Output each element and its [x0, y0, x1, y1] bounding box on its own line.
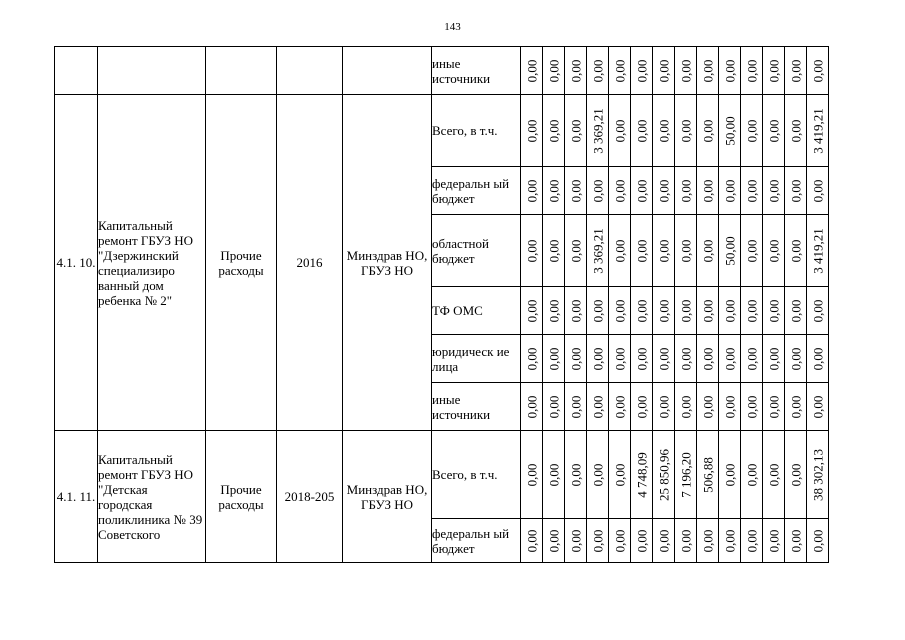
value-text: 0,00: [678, 395, 693, 418]
value-text: 0,00: [546, 529, 561, 552]
value-text: 0,00: [810, 179, 825, 202]
value-cell: [587, 287, 609, 335]
value-cell: [675, 287, 697, 335]
value-cell: [763, 335, 785, 383]
value-text: 0,00: [766, 463, 781, 486]
source-cell: ТФ ОМС: [432, 287, 521, 335]
value-text: 0,00: [744, 239, 759, 262]
budget-table: [54, 46, 829, 563]
source-cell: федеральн ый бюджет: [432, 167, 521, 215]
value-text: 0,00: [656, 179, 671, 202]
value-cell: [719, 383, 741, 431]
value-text: 0,00: [612, 463, 627, 486]
value-text: 0,00: [656, 299, 671, 322]
value-text: 0,00: [810, 347, 825, 370]
value-cell: [785, 167, 807, 215]
value-cell: [587, 47, 609, 95]
value-text: 0,00: [722, 59, 737, 82]
value-cell: [653, 47, 675, 95]
value-cell: [565, 383, 587, 431]
value-text: 0,00: [766, 529, 781, 552]
value-text: 4 748,09: [634, 451, 649, 498]
value-cell: [785, 47, 807, 95]
value-cell: [785, 215, 807, 287]
value-text: 0,00: [546, 179, 561, 202]
value-text: 0,00: [744, 463, 759, 486]
value-cell: [807, 47, 829, 95]
value-text: 0,00: [678, 299, 693, 322]
value-text: 0,00: [590, 529, 605, 552]
value-text: 0,00: [546, 239, 561, 262]
value-text: 0,00: [722, 179, 737, 202]
value-cell: [763, 167, 785, 215]
value-cell: [697, 431, 719, 519]
value-text: 0,00: [568, 59, 583, 82]
value-cell: [719, 519, 741, 563]
value-text: 0,00: [524, 463, 539, 486]
value-cell: [609, 519, 631, 563]
value-text: 0,00: [546, 299, 561, 322]
value-cell: [587, 95, 609, 167]
item-name: Капитальный ремонт ГБУЗ НО "Дзержинский специализиро ванный дом ребенка № 2": [98, 95, 206, 431]
value-cell: [741, 519, 763, 563]
value-text: 0,00: [590, 59, 605, 82]
value-text: 0,00: [568, 239, 583, 262]
value-cell: [719, 215, 741, 287]
value-cell: [521, 215, 543, 287]
value-text: 0,00: [568, 463, 583, 486]
value-text: 0,00: [634, 119, 649, 142]
value-text: 0,00: [568, 119, 583, 142]
value-text: 0,00: [524, 59, 539, 82]
value-cell: [807, 431, 829, 519]
empty-cell: [343, 47, 432, 95]
item-number: 4.1. 11.: [55, 431, 98, 563]
value-cell: [785, 431, 807, 519]
value-text: 0,00: [744, 529, 759, 552]
value-text: 0,00: [590, 299, 605, 322]
item-year: 2016: [277, 95, 343, 431]
value-cell: [675, 335, 697, 383]
value-text: 0,00: [766, 239, 781, 262]
value-cell: [697, 95, 719, 167]
value-cell: [543, 287, 565, 335]
value-cell: [565, 335, 587, 383]
value-cell: [697, 167, 719, 215]
value-text: 0,00: [524, 119, 539, 142]
value-cell: [565, 95, 587, 167]
item-executor: Минздрав НО, ГБУЗ НО: [343, 431, 432, 563]
value-cell: [609, 47, 631, 95]
value-cell: [719, 167, 741, 215]
value-text: 0,00: [788, 463, 803, 486]
value-cell: [741, 431, 763, 519]
value-text: 0,00: [634, 299, 649, 322]
value-cell: [719, 431, 741, 519]
value-cell: [741, 215, 763, 287]
item-executor: Минздрав НО, ГБУЗ НО: [343, 95, 432, 431]
value-cell: [785, 335, 807, 383]
page-number: 143: [444, 21, 461, 33]
value-cell: [741, 287, 763, 335]
value-text: 0,00: [656, 239, 671, 262]
value-text: 0,00: [810, 59, 825, 82]
value-cell: [587, 383, 609, 431]
value-text: 3 419,21: [810, 227, 825, 274]
value-text: 3 369,21: [590, 227, 605, 274]
value-cell: [609, 431, 631, 519]
value-cell: [521, 287, 543, 335]
value-text: 0,00: [700, 347, 715, 370]
value-cell: [587, 519, 609, 563]
value-cell: [521, 519, 543, 563]
value-cell: [565, 519, 587, 563]
value-cell: [807, 167, 829, 215]
value-text: 0,00: [524, 529, 539, 552]
value-text: 0,00: [678, 529, 693, 552]
value-text: 0,00: [612, 529, 627, 552]
value-cell: [675, 519, 697, 563]
value-text: 0,00: [612, 347, 627, 370]
value-text: 0,00: [546, 59, 561, 82]
value-text: 0,00: [722, 463, 737, 486]
value-text: 0,00: [810, 395, 825, 418]
value-cell: [543, 383, 565, 431]
value-cell: [763, 287, 785, 335]
value-text: 0,00: [656, 119, 671, 142]
value-cell: [807, 215, 829, 287]
value-text: 0,00: [656, 529, 671, 552]
value-text: 0,00: [700, 59, 715, 82]
value-text: 0,00: [678, 239, 693, 262]
value-cell: [587, 431, 609, 519]
value-text: 0,00: [634, 395, 649, 418]
value-text: 0,00: [612, 299, 627, 322]
value-cell: [763, 431, 785, 519]
expense-type: Прочие расходы: [206, 431, 277, 563]
value-cell: [543, 95, 565, 167]
value-text: 0,00: [700, 119, 715, 142]
value-text: 0,00: [612, 179, 627, 202]
value-cell: [763, 215, 785, 287]
value-text: 0,00: [766, 347, 781, 370]
value-text: 0,00: [568, 347, 583, 370]
value-text: 0,00: [700, 299, 715, 322]
value-cell: [763, 383, 785, 431]
value-text: 0,00: [656, 347, 671, 370]
source-cell: федеральн ый бюджет: [432, 519, 521, 563]
value-cell: [697, 335, 719, 383]
value-text: 0,00: [700, 239, 715, 262]
value-text: 0,00: [744, 347, 759, 370]
value-cell: [807, 95, 829, 167]
value-text: 0,00: [678, 59, 693, 82]
value-cell: [741, 167, 763, 215]
value-cell: [565, 167, 587, 215]
value-text: 0,00: [590, 179, 605, 202]
value-text: 0,00: [590, 395, 605, 418]
value-text: 50,00: [722, 235, 737, 266]
value-text: 0,00: [744, 395, 759, 418]
value-cell: [675, 215, 697, 287]
item-number: 4.1. 10.: [55, 95, 98, 431]
value-text: 3 369,21: [590, 107, 605, 154]
value-cell: [543, 335, 565, 383]
value-cell: [719, 287, 741, 335]
value-text: 0,00: [612, 119, 627, 142]
source-cell: иные источники: [432, 383, 521, 431]
value-text: 0,00: [612, 59, 627, 82]
value-cell: [697, 215, 719, 287]
value-cell: [675, 167, 697, 215]
value-cell: [719, 95, 741, 167]
value-cell: [785, 95, 807, 167]
value-cell: [653, 383, 675, 431]
value-cell: [741, 335, 763, 383]
value-text: 0,00: [634, 529, 649, 552]
value-cell: [675, 383, 697, 431]
value-text: 0,00: [788, 119, 803, 142]
value-cell: [675, 431, 697, 519]
value-cell: [609, 167, 631, 215]
value-text: 0,00: [678, 119, 693, 142]
table-row: [55, 431, 829, 519]
value-cell: [609, 383, 631, 431]
empty-cell: [206, 47, 277, 95]
value-text: 0,00: [700, 179, 715, 202]
value-text: 0,00: [568, 179, 583, 202]
value-cell: [631, 167, 653, 215]
value-text: 0,00: [524, 395, 539, 418]
source-cell: иные источники: [432, 47, 521, 95]
source-cell: Всего, в т.ч.: [432, 431, 521, 519]
value-text: 0,00: [546, 395, 561, 418]
value-text: 0,00: [568, 395, 583, 418]
value-cell: [807, 519, 829, 563]
value-text: 0,00: [810, 529, 825, 552]
value-text: 0,00: [656, 395, 671, 418]
value-text: 0,00: [568, 299, 583, 322]
value-cell: [741, 95, 763, 167]
value-text: 0,00: [722, 299, 737, 322]
value-cell: [653, 519, 675, 563]
value-text: 0,00: [700, 529, 715, 552]
value-cell: [697, 47, 719, 95]
value-cell: [697, 519, 719, 563]
value-cell: [763, 519, 785, 563]
value-cell: [609, 335, 631, 383]
value-cell: [675, 95, 697, 167]
empty-cell: [98, 47, 206, 95]
value-cell: [653, 287, 675, 335]
value-cell: [543, 215, 565, 287]
value-cell: [543, 431, 565, 519]
value-cell: [543, 167, 565, 215]
value-text: 0,00: [766, 119, 781, 142]
value-cell: [719, 335, 741, 383]
value-cell: [785, 519, 807, 563]
value-cell: [565, 431, 587, 519]
value-text: 0,00: [656, 59, 671, 82]
value-text: 0,00: [722, 529, 737, 552]
value-cell: [521, 95, 543, 167]
value-cell: [675, 47, 697, 95]
empty-cell: [55, 47, 98, 95]
value-cell: [631, 383, 653, 431]
value-cell: [543, 47, 565, 95]
value-cell: [521, 431, 543, 519]
value-text: 0,00: [788, 347, 803, 370]
source-cell: юридическ ие лица: [432, 335, 521, 383]
value-text: 0,00: [700, 395, 715, 418]
value-cell: [631, 335, 653, 383]
value-text: 0,00: [634, 239, 649, 262]
value-cell: [521, 335, 543, 383]
value-text: 0,00: [766, 395, 781, 418]
value-text: 0,00: [788, 239, 803, 262]
value-text: 0,00: [546, 347, 561, 370]
value-text: 0,00: [634, 347, 649, 370]
value-text: 0,00: [678, 347, 693, 370]
value-cell: [609, 95, 631, 167]
value-cell: [609, 287, 631, 335]
value-cell: [543, 519, 565, 563]
value-text: 0,00: [524, 179, 539, 202]
value-cell: [807, 287, 829, 335]
value-cell: [631, 287, 653, 335]
value-cell: [697, 383, 719, 431]
value-cell: [741, 47, 763, 95]
value-cell: [719, 47, 741, 95]
value-text: 0,00: [744, 299, 759, 322]
value-text: 0,00: [788, 395, 803, 418]
table-row: [55, 47, 829, 95]
value-text: 0,00: [744, 179, 759, 202]
value-text: 0,00: [546, 463, 561, 486]
value-cell: [653, 167, 675, 215]
value-cell: [565, 215, 587, 287]
value-cell: [631, 215, 653, 287]
value-text: 0,00: [524, 347, 539, 370]
value-text: 0,00: [634, 59, 649, 82]
value-cell: [653, 215, 675, 287]
value-text: 0,00: [766, 299, 781, 322]
value-cell: [763, 47, 785, 95]
empty-cell: [277, 47, 343, 95]
value-cell: [653, 95, 675, 167]
value-cell: [565, 47, 587, 95]
item-year: 2018-205: [277, 431, 343, 563]
value-cell: [785, 383, 807, 431]
value-cell: [521, 167, 543, 215]
value-text: 50,00: [722, 115, 737, 146]
value-cell: [565, 287, 587, 335]
value-cell: [807, 383, 829, 431]
value-text: 0,00: [612, 239, 627, 262]
value-text: 0,00: [744, 119, 759, 142]
value-text: 0,00: [744, 59, 759, 82]
value-cell: [653, 335, 675, 383]
value-cell: [653, 431, 675, 519]
value-text: 0,00: [524, 239, 539, 262]
value-cell: [741, 383, 763, 431]
value-cell: [521, 47, 543, 95]
source-cell: Всего, в т.ч.: [432, 95, 521, 167]
value-text: 0,00: [678, 179, 693, 202]
value-cell: [587, 335, 609, 383]
value-cell: [631, 519, 653, 563]
value-cell: [587, 167, 609, 215]
value-text: 0,00: [568, 529, 583, 552]
value-text: 7 196,20: [678, 451, 693, 498]
value-text: 0,00: [524, 299, 539, 322]
value-text: 0,00: [788, 299, 803, 322]
value-text: 0,00: [788, 179, 803, 202]
value-text: 506,88: [700, 456, 715, 493]
value-text: 0,00: [612, 395, 627, 418]
value-text: 0,00: [766, 179, 781, 202]
value-text: 25 850,96: [656, 448, 671, 501]
value-text: 0,00: [810, 299, 825, 322]
value-text: 0,00: [546, 119, 561, 142]
value-cell: [521, 383, 543, 431]
value-cell: [609, 215, 631, 287]
value-cell: [631, 431, 653, 519]
value-text: 0,00: [722, 395, 737, 418]
value-text: 0,00: [788, 59, 803, 82]
value-text: 38 302,13: [810, 448, 825, 501]
expense-type: Прочие расходы: [206, 95, 277, 431]
value-cell: [763, 95, 785, 167]
value-cell: [697, 287, 719, 335]
value-text: 0,00: [766, 59, 781, 82]
value-cell: [785, 287, 807, 335]
value-text: 0,00: [590, 463, 605, 486]
table-row: [55, 95, 829, 167]
value-cell: [631, 95, 653, 167]
value-cell: [587, 215, 609, 287]
value-cell: [631, 47, 653, 95]
value-text: 0,00: [634, 179, 649, 202]
source-cell: областной бюджет: [432, 215, 521, 287]
value-cell: [807, 335, 829, 383]
item-name: Капитальный ремонт ГБУЗ НО "Детская городская поликлиника № 39 Советского: [98, 431, 206, 563]
value-text: 3 419,21: [810, 107, 825, 154]
value-text: 0,00: [788, 529, 803, 552]
value-text: 0,00: [722, 347, 737, 370]
value-text: 0,00: [590, 347, 605, 370]
